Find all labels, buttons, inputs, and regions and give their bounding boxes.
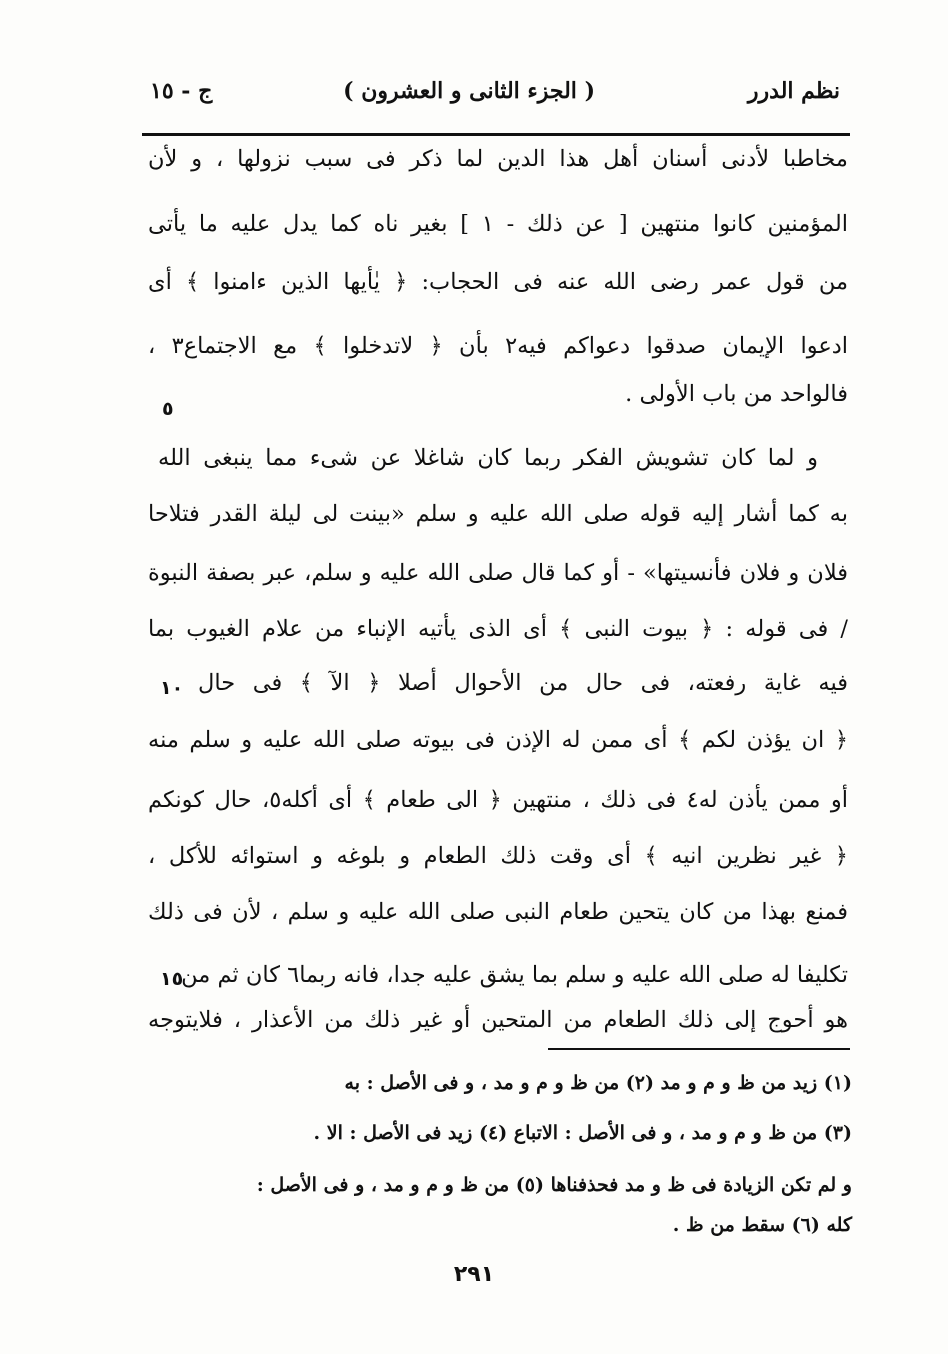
text-line: / فى قوله : ﴿ بيوت النبى ﴾ أى الذى يأتيه الإنباء من علام الغيوب بما [148,616,848,642]
text-line: فلان و فلان فأنسيتها» - أو كما قال صلى الله عليه و سلم، عبر بصفة النبوة [148,560,848,586]
page-number: ٢٩١ [453,1262,495,1287]
text-line: هو أحوج إلى ذلك الطعام من المتحين أو غير ذلك من الأعذار ، فلايتوجه [148,1007,848,1033]
text-line: من قول عمر رضى الله عنه فى الحجاب: ﴿ يٰأيها الذين ءامنوا ﴾ أى [148,269,848,295]
text-line: فمنع بهذا من كان يتحين طعام النبى صلى الله عليه و سلم ، لأن فى ذلك [148,899,848,925]
footnote-line: (٣) من ظ و م و مد ، و فى الأصل : الاتباع (٤) زيد فى الأصل : الا . [313,1122,852,1144]
text-line: مخاطبا لأدنى أسنان أهل هذا الدين لما ذكر فى سبب نزولها ، و لأن [148,146,848,172]
text-line: المؤمنين كانوا منتهين [ عن ذلك - ١ ] بغير ناه كما يدل عليه ما يأتى [148,211,848,237]
footnote-line: كله (٦) سقط من ظ . [672,1214,852,1236]
text-line: فيه غاية رفعته، فى حال من الأحوال أصلا ﴿ الآ ﴾ فى حال [198,670,848,696]
book-title: نظم الدرر [747,78,840,104]
header-rule [142,133,850,136]
text-line: و لما كان تشويش الفكر ربما كان شاغلا عن شىء مما ينبغى الله [158,445,818,471]
footnote-line: (١) زيد من ظ و م و مد (٢) من ظ و م و مد ، و فى الأصل : به [344,1072,852,1094]
text-line: أو ممن يأذن له٤ فى ذلك ، منتهين ﴿ الى طعام ﴾ أى أكله٥، حال كونكم [148,787,848,813]
running-header [150,78,840,118]
text-line: تكليفا له صلى الله عليه و سلم بما يشق عليه جدا، فانه ربما٦ كان ثم من [181,962,848,988]
line-number: ٥ [162,398,174,420]
line-number: ١٥ [160,968,184,990]
text-line: ﴿ ان يؤذن لكم ﴾ أى ممن له الإذن فى بيوته صلى الله عليه و سلم منه [148,727,848,753]
footnote-line: و لم تكن الزيادة فى ظ و مد فحذفناها (٥) من ظ و م و مد ، و فى الأصل : [256,1174,852,1196]
text-line: به كما أشار إليه قوله صلى الله عليه و سلم «بينت لى ليلة القدر فتلاحا [148,501,848,527]
text-line: ﴿ غير نظرين انيه ﴾ أى وقت ذلك الطعام و بلوغه و استوائه للأكل ، [148,843,848,869]
part-title: ( الجزء الثانى و العشرون ) [343,78,595,104]
text-line: فالواحد من باب الأولى . [625,381,848,407]
text-line: ادعوا الإيمان صدقوا دعواكم فيه٢ بأن ﴿ لاتدخلوا ﴾ مع الاجتماع٣ ، [148,333,849,359]
line-number: ١٠ [160,677,184,699]
volume-number: ج - ١٥ [150,78,213,104]
footnote-rule [548,1048,850,1050]
